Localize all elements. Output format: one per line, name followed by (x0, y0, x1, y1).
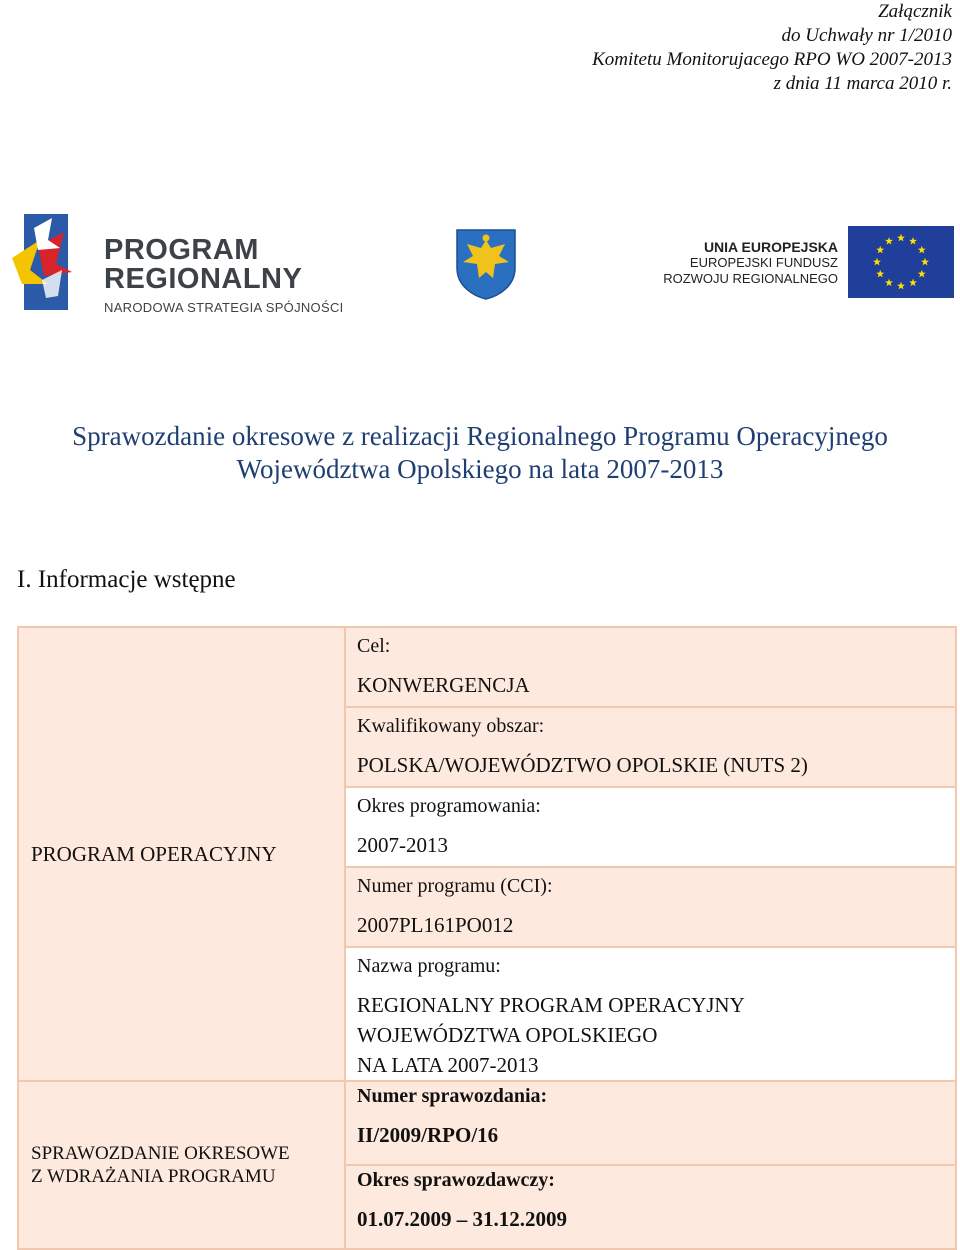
annex-title: Załącznik (878, 1, 952, 22)
table-row (345, 947, 956, 1081)
program-name-line2: WOJEWÓDZTWA OPOLSKIEGO (357, 1023, 658, 1047)
sprawozdanie-label-line2: Z WDRAŻANIA PROGRAMU (31, 1166, 276, 1187)
row-label-cci: Numer programu (CCI): (357, 875, 553, 897)
row-label-okres-sprawozdawczy: Okres sprawozdawczy: (357, 1169, 555, 1191)
program-info-table (17, 626, 957, 1250)
document-title-line2: Województwa Opolskiego na lata 2007-2013 (236, 454, 724, 484)
row-label-okres: Okres programowania: (357, 795, 541, 817)
program-logo-line2: REGIONALNY (104, 263, 303, 295)
document-title-line1: Sprawozdanie okresowe z realizacji Regionalnego Programu Operacyjnego (72, 421, 888, 451)
row-label-obszar: Kwalifikowany obszar: (357, 715, 545, 737)
program-logo-line1: PROGRAM (104, 234, 259, 266)
table-row (345, 867, 956, 947)
table-row (345, 627, 956, 707)
program-regionalny-mark-icon (8, 206, 88, 318)
row-label-numer-sprawozdania: Numer sprawozdania: (357, 1085, 548, 1107)
annex-committee: Komitetu Monitorujacego RPO WO 2007-2013 (592, 49, 952, 70)
eu-flag-icon (848, 226, 954, 298)
program-logo-line3: NARODOWA STRATEGIA SPÓJNOŚCI (104, 300, 344, 315)
annex-header (592, 0, 952, 96)
program-regionalny-logo (8, 206, 358, 318)
row-value-cel: KONWERGENCJA (357, 673, 530, 697)
row-value-numer-sprawozdania: II/2009/RPO/16 (357, 1123, 499, 1147)
row-label-cel: Cel: (357, 635, 391, 657)
sprawozdanie-cell (18, 1081, 345, 1249)
table-row (345, 787, 956, 867)
program-name-line3: NA LATA 2007-2013 (357, 1053, 539, 1077)
section-heading: I. Informacje wstępne (17, 566, 236, 593)
row-value-cci: 2007PL161PO012 (357, 913, 514, 937)
eu-logo-line3: ROZWOJU REGIONALNEGO (663, 271, 838, 286)
eu-logo (660, 226, 956, 302)
table-row (345, 1165, 956, 1249)
table-row (345, 707, 956, 787)
opolskie-crest-icon (455, 228, 517, 300)
row-label-nazwa: Nazwa programu: (357, 955, 501, 977)
table-row (345, 1081, 956, 1165)
eu-logo-line2: EUROPEJSKI FUNDUSZ (689, 255, 838, 270)
sprawozdanie-label-line1: SPRAWOZDANIE OKRESOWE (31, 1143, 290, 1164)
row-value-obszar: POLSKA/WOJEWÓDZTWO OPOLSKIE (NUTS 2) (357, 753, 808, 777)
annex-resolution: do Uchwały nr 1/2010 (781, 25, 952, 46)
eu-logo-line1: UNIA EUROPEJSKA (703, 239, 838, 255)
program-operacyjny-label: PROGRAM OPERACYJNY (31, 842, 277, 866)
logo-bar (0, 200, 960, 330)
row-value-nazwa (357, 990, 945, 1080)
program-operacyjny-cell (18, 627, 345, 1081)
document-title (0, 420, 960, 486)
row-value-okres-sprawozdawczy: 01.07.2009 – 31.12.2009 (357, 1207, 567, 1231)
annex-date: z dnia 11 marca 2010 r. (773, 73, 952, 94)
row-value-okres: 2007-2013 (357, 833, 448, 857)
program-name-line1: REGIONALNY PROGRAM OPERACYJNY (357, 993, 745, 1017)
